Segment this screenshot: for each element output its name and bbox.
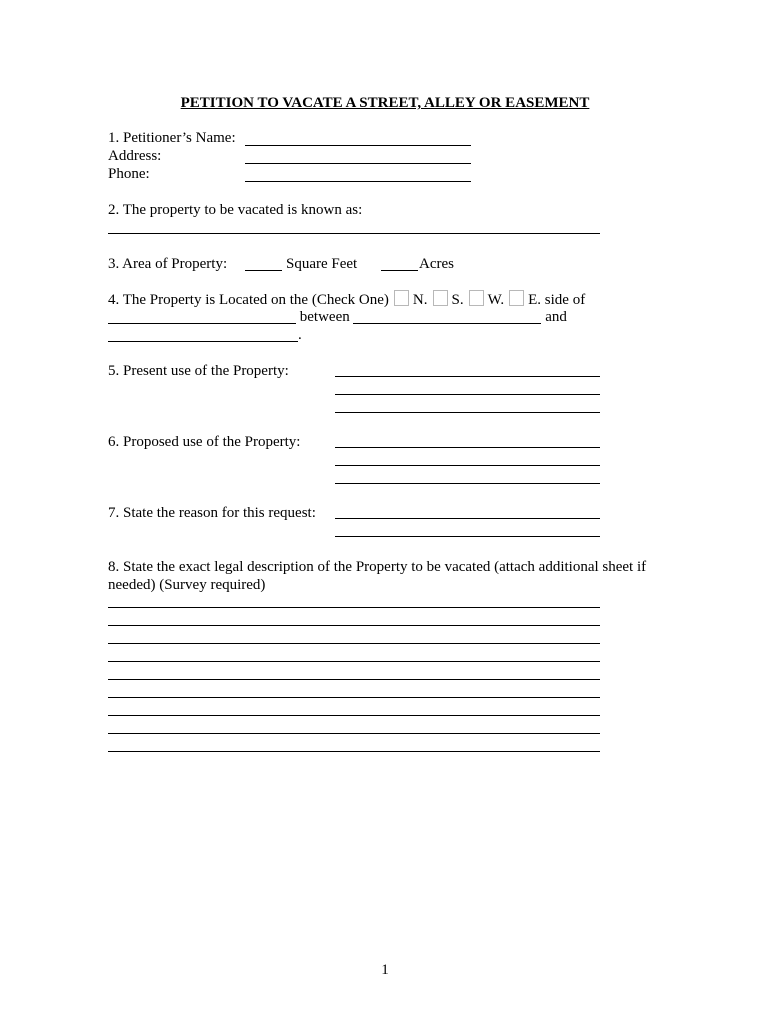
checkbox-west[interactable] (469, 290, 484, 306)
square-feet-label: Square Feet (286, 256, 358, 272)
checkbox-south[interactable] (433, 290, 448, 306)
q8-line-2: needed) (Survey required) (108, 577, 266, 593)
legal-description-line-5[interactable] (108, 679, 600, 680)
proposed-use-line-2[interactable] (335, 465, 600, 466)
option-west-label: W. (487, 292, 505, 308)
present-use-line-2[interactable] (335, 394, 600, 395)
present-use-line-3[interactable] (335, 412, 600, 413)
reason-line-1[interactable] (335, 518, 600, 519)
petitioner-name-field[interactable] (245, 145, 471, 146)
present-use-line-1[interactable] (335, 376, 600, 377)
street-1-field[interactable] (108, 308, 296, 324)
phone-label: Phone: (108, 166, 150, 182)
legal-description-line-9[interactable] (108, 751, 600, 752)
acres-label: Acres (419, 256, 454, 272)
checkbox-east[interactable] (509, 290, 524, 306)
q4-third-row (108, 326, 302, 344)
legal-description-line-2[interactable] (108, 625, 600, 626)
period-text: . (298, 327, 302, 343)
reason-line-2[interactable] (335, 536, 600, 537)
street-2-field[interactable] (353, 308, 541, 324)
square-feet-field[interactable] (245, 270, 282, 271)
address-label: Address: (108, 148, 162, 164)
and-label: and (545, 309, 567, 325)
q5-label: 5. Present use of the Property: (108, 363, 289, 379)
q3-label: 3. Area of Property: (108, 256, 228, 272)
q6-label: 6. Proposed use of the Property: (108, 434, 301, 450)
property-known-as-field[interactable] (108, 233, 600, 234)
legal-description-line-6[interactable] (108, 697, 600, 698)
q7-label: 7. State the reason for this request: (108, 505, 316, 521)
proposed-use-line-1[interactable] (335, 447, 600, 448)
legal-description-line-3[interactable] (108, 643, 600, 644)
legal-description-line-1[interactable] (108, 607, 600, 608)
q4-row (108, 290, 585, 309)
option-east-label: E. side of (528, 292, 586, 308)
legal-description-line-7[interactable] (108, 715, 600, 716)
q4-label: 4. The Property is Located on the (Check One) (108, 292, 389, 308)
between-label: between (299, 309, 350, 325)
q2-label: 2. The property to be vacated is known as: (108, 202, 363, 218)
acres-field[interactable] (381, 270, 418, 271)
page-number: 1 (381, 962, 389, 978)
option-north-label: N. (412, 292, 428, 308)
proposed-use-line-3[interactable] (335, 483, 600, 484)
legal-description-line-4[interactable] (108, 661, 600, 662)
petitioner-name-label: 1. Petitioner’s Name: (108, 130, 236, 146)
checkbox-north[interactable] (394, 290, 409, 306)
phone-field[interactable] (245, 181, 471, 182)
option-south-label: S. (451, 292, 464, 308)
q8-line-1: 8. State the exact legal description of the Property to be vacated (attach additional sheet if (108, 559, 647, 575)
legal-description-line-8[interactable] (108, 733, 600, 734)
address-field[interactable] (245, 163, 471, 164)
street-3-field[interactable] (108, 326, 298, 342)
page-title: PETITION TO VACATE A STREET, ALLEY OR EASEMENT (180, 95, 590, 111)
q4-between-row (108, 308, 567, 326)
